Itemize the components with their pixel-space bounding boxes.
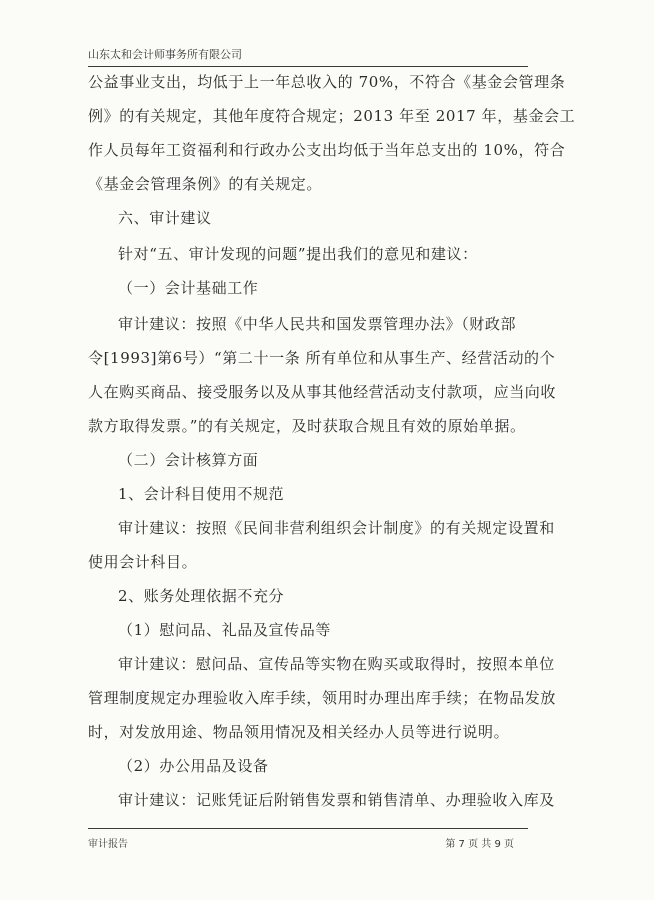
- body-line: 作人员每年工资福利和行政办公支出均低于当年总支出的 10%，符合: [88, 141, 566, 159]
- body-line: 时，对发放用途、物品领用情况及相关经办人员等进行说明。: [88, 723, 510, 741]
- body-line: 款方取得发票。”的有关规定，及时获取合规且有效的原始单据。: [88, 417, 526, 435]
- body-line: 审计建议：记账凭证后附销售发票和销售清单、办理验收入库及: [118, 791, 555, 809]
- body-line: 《基金会管理条例》的有关规定。: [88, 175, 323, 193]
- body-line: 令[1993]第6号）“第二十一条 所有单位和从事生产、经营活动的个: [88, 349, 556, 367]
- subsection-heading: （一）会计基础工作: [118, 279, 259, 297]
- body-line: 审计建议：慰问品、宣传品等实物在购买或取得时，按照本单位: [118, 655, 555, 673]
- item-heading: （2）办公用品及设备: [118, 757, 269, 775]
- item-heading: 2、账务处理依据不充分: [118, 587, 285, 605]
- body-line: 人在购买商品、接受服务以及从事其他经营活动支付款项，应当向收: [88, 383, 557, 401]
- body-line: 公益事业支出，均低于上一年总收入的 70%，不符合《基金会管理条: [88, 73, 566, 91]
- body-line: 针对“五、审计发现的问题”提出我们的意见和建议：: [118, 245, 478, 263]
- footer-label: 审计报告: [88, 839, 128, 850]
- item-heading: （1）慰问品、礼品及宣传品等: [118, 621, 331, 639]
- body-line: 例》的有关规定，其他年度符合规定；2013 年至 2017 年，基金会工: [88, 107, 576, 125]
- section-heading: 六、审计建议: [118, 209, 212, 227]
- body-line: 审计建议：按照《民间非营利组织会计制度》的有关规定设置和: [118, 519, 555, 537]
- subsection-heading: （二）会计核算方面: [118, 451, 259, 469]
- page-header: [88, 44, 528, 67]
- body-line: 使用会计科目。: [88, 553, 198, 571]
- page-number: 第 7 页 共 9 页: [445, 839, 514, 850]
- page-footer: [88, 828, 528, 853]
- item-heading: 1、会计科目使用不规范: [118, 485, 285, 503]
- body-line: 管理制度规定办理验收入库手续，领用时办理出库手续；在物品发放: [88, 689, 557, 707]
- firm-name: 山东太和会计师事务所有限公司: [88, 48, 242, 61]
- body-line: 审计建议：按照《中华人民共和国发票管理办法》（财政部: [118, 315, 517, 333]
